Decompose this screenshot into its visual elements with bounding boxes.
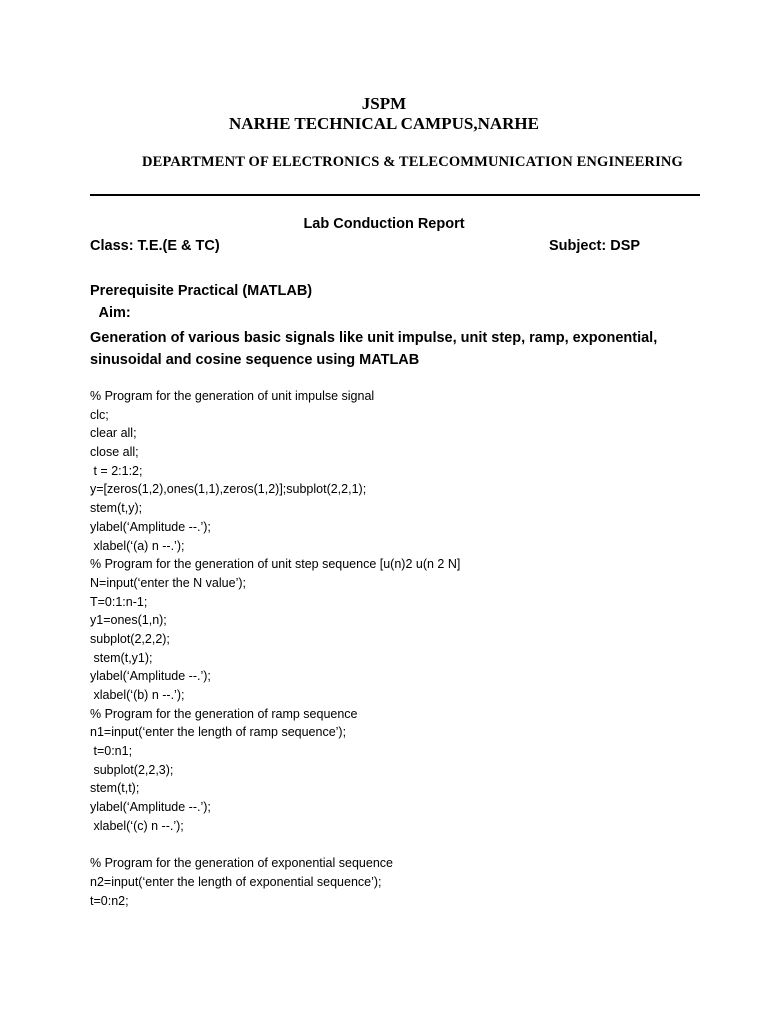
- code-line: % Program for the generation of unit impulse signal: [90, 389, 375, 403]
- code-line: n2=input(‘enter the length of exponential sequence’);: [90, 874, 382, 889]
- code-line: xlabel(‘(b) n --.’);: [90, 688, 185, 702]
- code-line: ylabel(‘Amplitude --.’);: [90, 800, 211, 815]
- code-line: clear all;: [90, 426, 137, 441]
- aim-text-line: sinusoidal and cosine sequence using MATLAB: [90, 352, 420, 368]
- code-line: clc;: [90, 407, 109, 422]
- matlab-code-listing: [90, 387, 460, 910]
- header-divider: [90, 194, 700, 196]
- code-line: t=0:n2;: [90, 893, 129, 908]
- code-line: stem(t,y1);: [90, 650, 153, 665]
- code-line: n1=input(‘enter the length of ramp sequence’);: [90, 725, 347, 740]
- code-line: close all;: [90, 445, 139, 460]
- code-line: subplot(2,2,2);: [90, 631, 170, 646]
- report-title: Lab Conduction Report: [303, 216, 465, 232]
- aim-text: [90, 327, 657, 371]
- code-line: % Program for the generation of unit step sequence [u(n)2 u(n 2 N]: [90, 557, 461, 572]
- code-line: % Program for the generation of ramp sequence: [90, 706, 358, 721]
- code-line: N=input(‘enter the N value’);: [90, 575, 246, 590]
- code-line: ylabel(‘Amplitude --.’);: [90, 519, 211, 534]
- code-line: subplot(2,2,3);: [90, 762, 174, 777]
- code-line: stem(t,t);: [90, 781, 140, 796]
- code-line: xlabel(‘(a) n --.’);: [90, 538, 185, 553]
- code-line: t = 2:1:2;: [90, 463, 143, 478]
- code-line: xlabel(‘(c) n --.’);: [90, 818, 184, 833]
- aim-text-line: Generation of various basic signals like unit impulse, unit step, ramp, exponential,: [90, 330, 658, 346]
- institute-heading: [0, 94, 768, 134]
- code-line: t=0:n1;: [90, 744, 133, 759]
- code-line: stem(t,y);: [90, 501, 143, 516]
- practical-title: Prerequisite Practical (MATLAB): [90, 283, 313, 299]
- code-line: y1=ones(1,n);: [90, 613, 167, 628]
- subject-label: Subject: DSP: [549, 238, 641, 254]
- code-line: ylabel(‘Amplitude --.’);: [90, 669, 211, 684]
- department-name: DEPARTMENT OF ELECTRONICS & TELECOMMUNICATION ENGINEERING: [142, 154, 683, 170]
- code-line: % Program for the generation of exponential sequence: [90, 856, 393, 871]
- institute-name: JSPM: [361, 94, 407, 113]
- code-line: y=[zeros(1,2),ones(1,1),zeros(1,2)];subplot(2,2,1);: [90, 482, 367, 497]
- code-line: [90, 836, 460, 855]
- class-label: Class: T.E.(E & TC): [90, 238, 220, 254]
- aim-label: Aim:: [95, 305, 131, 321]
- campus-name: NARHE TECHNICAL CAMPUS,NARHE: [229, 114, 539, 133]
- code-line: T=0:1:n-1;: [90, 594, 148, 609]
